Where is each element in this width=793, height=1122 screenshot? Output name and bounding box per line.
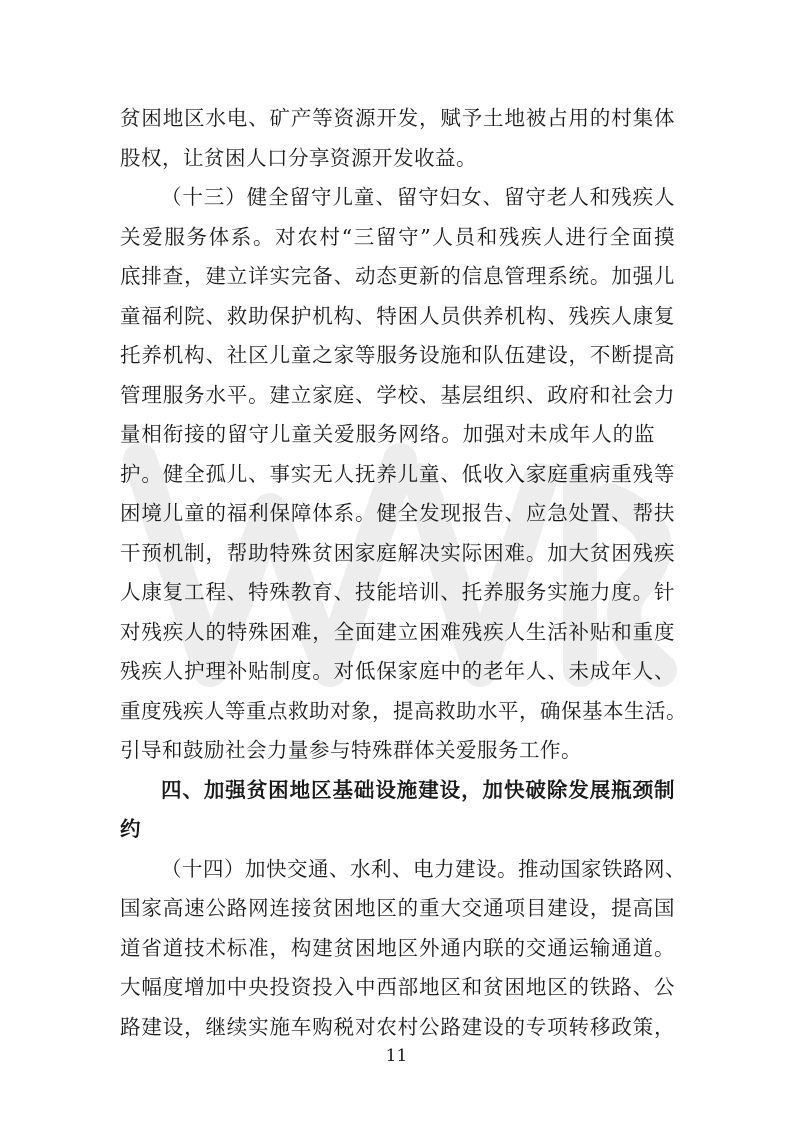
text-line: 大幅度增加中央投资投入中西部地区和贫困地区的铁路、公 [120, 975, 675, 999]
text-line: 人康复工程、特殊教育、技能培训、托养服务实施力度。针 [120, 580, 675, 604]
text-line: 贫困地区水电、矿产等资源开发，赋予土地被占用的村集体 [120, 106, 675, 130]
text-line: 引导和鼓励社会力量参与特殊群体关爱服务工作。 [120, 738, 582, 762]
text-line: 童福利院、救助保护机构、特困人员供养机构、残疾人康复 [120, 303, 675, 328]
text-line: 量相衔接的留守儿童关爱服务网络。加强对未成年人的监 [120, 422, 655, 446]
text-line: 股权，让贫困人口分享资源开发收益。 [120, 145, 477, 170]
text-line: 路建设，继续实施车购税对农村公路建设的专项转移政策， [120, 1014, 675, 1039]
section-heading-continued: 约 [120, 817, 141, 841]
text-line: 重度残疾人等重点救助对象，提高救助水平，确保基本生活。 [120, 698, 687, 723]
text-line: 残疾人护理补贴制度。对低保家庭中的老年人、未成年人、 [120, 659, 675, 683]
text-line: 托养机构、社区儿童之家等服务设施和队伍建设，不断提高 [120, 343, 675, 367]
text-line: 国家高速公路网连接贫困地区的重大交通项目建设，提高国 [120, 896, 675, 920]
text-line: 底排查，建立详实完备、动态更新的信息管理系统。加强儿 [120, 264, 675, 288]
page-number: 11 [385, 1046, 408, 1066]
text-line: 困境儿童的福利保障体系。健全发现报告、应急处置、帮扶 [120, 501, 675, 525]
text-line: （十四）加快交通、水利、电力建设。推动国家铁路网、 [161, 856, 686, 881]
text-line: 道省道技术标准，构建贫困地区外通内联的交通运输通道。 [120, 935, 675, 960]
section-heading: 四、加强贫困地区基础设施建设，加快破除发展瓶颈制 [161, 777, 675, 802]
text-line: 对残疾人的特殊困难，全面建立困难残疾人生活补贴和重度 [120, 619, 675, 644]
text-line: （十三）健全留守儿童、留守妇女、留守老人和残疾人 [161, 185, 675, 209]
text-line: 护。健全孤儿、事实无人抚养儿童、低收入家庭重病重残等 [120, 461, 675, 486]
text-line: 干预机制，帮助特殊贫困家庭解决实际困难。加大贫困残疾 [120, 540, 675, 565]
text-line: 管理服务水平。建立家庭、学校、基层组织、政府和社会力 [120, 382, 675, 407]
text-line: 关爱服务体系。对农村“三留守”人员和残疾人进行全面摸 [120, 224, 675, 249]
